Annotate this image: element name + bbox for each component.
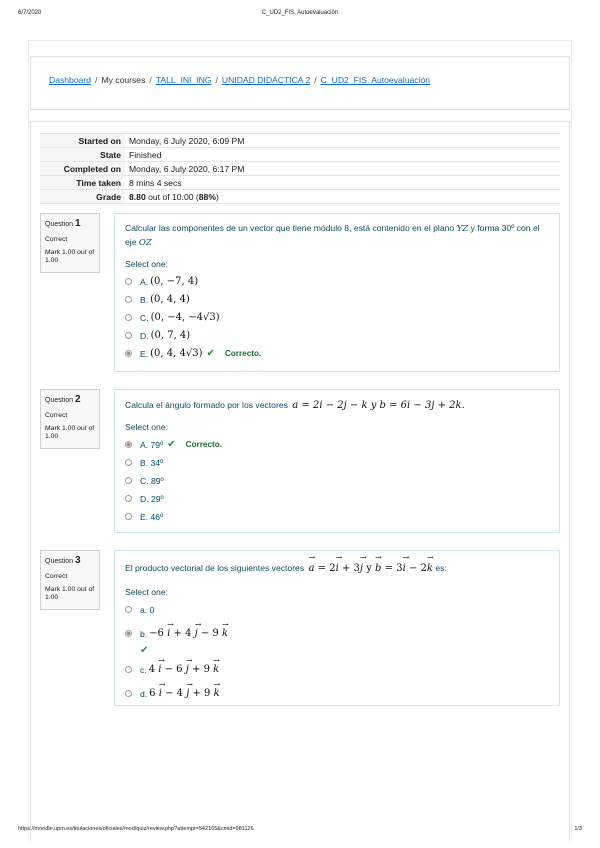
question-number xyxy=(45,555,95,568)
answer-math: 4 i → − 6 j → + 9 k → xyxy=(148,656,220,675)
question-mark: Mark 1.00 out of 1.00 xyxy=(45,585,95,602)
answer-letter: a. xyxy=(140,604,148,615)
question-mark: Mark 1.00 out of 1.00 xyxy=(45,248,95,265)
radio-button-checked[interactable] xyxy=(125,350,132,357)
question-text-part: Calcula el ángulo formado por los vectores xyxy=(125,400,291,410)
answer-math: (0, 7, 4) xyxy=(150,330,191,342)
breadcrumb-dashboard[interactable]: Dashboard xyxy=(49,75,92,85)
summary-value xyxy=(125,190,560,204)
select-one-label: Select one: xyxy=(125,421,168,432)
answer-text: 0 xyxy=(149,604,155,615)
question-number xyxy=(45,218,95,231)
check-icon: ✔ xyxy=(167,439,176,450)
answer-option[interactable] xyxy=(125,472,549,490)
summary-label: Started on xyxy=(40,134,125,148)
answer-option[interactable] xyxy=(125,291,549,309)
answer-option[interactable] xyxy=(125,601,549,619)
summary-row-grade xyxy=(40,190,560,204)
question-content-3 xyxy=(114,550,560,706)
summary-row-completed xyxy=(40,162,560,176)
answer-letter: C. xyxy=(140,475,149,486)
breadcrumb xyxy=(49,75,430,85)
question-text xyxy=(125,398,549,414)
summary-row-state xyxy=(40,148,560,162)
radio-button[interactable] xyxy=(125,314,132,321)
question-text-part: y forma 30º con el eje xyxy=(125,223,540,248)
answer-option[interactable] xyxy=(125,309,549,327)
radio-button[interactable] xyxy=(125,513,132,520)
grade-percent: 88% xyxy=(198,191,216,202)
summary-value: Monday, 6 July 2020, 6:09 PM xyxy=(125,134,560,148)
question-mark: Mark 1.00 out of 1.00 xyxy=(45,424,95,441)
attempt-summary-table xyxy=(40,133,560,204)
question-math: YZ xyxy=(456,224,469,234)
print-footer xyxy=(18,826,582,836)
question-content-2 xyxy=(114,389,560,533)
radio-button[interactable] xyxy=(125,477,132,484)
answer-letter: A. xyxy=(140,276,149,287)
radio-button[interactable] xyxy=(125,690,132,697)
answer-feedback-row xyxy=(125,645,549,657)
question-info-3 xyxy=(40,550,100,610)
question-number xyxy=(45,394,95,407)
question-state: Correct xyxy=(45,411,68,419)
summary-label: Grade xyxy=(40,190,125,204)
answer-letter: b. xyxy=(140,628,148,639)
answer-text: 46º xyxy=(150,511,164,522)
check-icon: ✔ xyxy=(140,644,149,656)
answer-text: 29º xyxy=(150,493,164,504)
question-prefix: Question xyxy=(45,397,74,404)
answer-math: −6 i → + 4 j → − 9 k → xyxy=(149,620,229,639)
breadcrumb-my-courses: My courses xyxy=(101,75,146,85)
answer-letter: c. xyxy=(140,664,147,675)
summary-label: Time taken xyxy=(40,176,125,190)
answer-list xyxy=(125,436,549,526)
question-text-part: El producto vectorial de los siguientes vectores xyxy=(125,563,307,573)
answer-letter: E. xyxy=(140,511,149,522)
question-text-part: Calcular las componentes de un vector que tiene módulo 8, está contenido en el plano xyxy=(125,223,457,233)
radio-button[interactable] xyxy=(125,332,132,339)
check-icon: ✔ xyxy=(206,348,215,360)
radio-button[interactable] xyxy=(125,278,132,285)
answer-math: (0, −7, 4) xyxy=(150,276,199,288)
print-header xyxy=(18,10,582,20)
answer-math: (0, −4, −4√3) xyxy=(150,312,220,324)
breadcrumb-separator: / xyxy=(314,75,317,85)
answer-list xyxy=(125,273,549,363)
print-date: 6/7/2020 xyxy=(18,10,42,16)
answer-text: 79º xyxy=(150,439,164,450)
question-text-part: es: xyxy=(432,563,447,573)
print-url: https://moodle.upm.es/titulaciones/oficiales/mod/quiz/review.php?attempt=542165&cmid=981126 xyxy=(18,826,254,832)
question-info-1 xyxy=(40,213,100,273)
vector-a: a → xyxy=(308,553,316,574)
breadcrumb-unit[interactable]: UNIDAD DIDÁCTICA 2 xyxy=(221,75,311,85)
question-info-2 xyxy=(40,389,100,449)
radio-button[interactable] xyxy=(125,606,132,613)
answer-option-selected[interactable] xyxy=(125,620,549,645)
radio-button[interactable] xyxy=(125,459,132,466)
radio-button[interactable] xyxy=(125,296,132,303)
answer-letter: E. xyxy=(140,348,149,359)
grade-out-of: out of 10.00 ( xyxy=(145,191,199,202)
radio-button-checked[interactable] xyxy=(125,441,132,448)
grade-score: 8.80 xyxy=(129,191,146,202)
answer-letter: B. xyxy=(140,294,149,305)
answer-letter: C. xyxy=(140,312,149,323)
answer-option[interactable] xyxy=(125,508,549,526)
grade-close: ) xyxy=(215,191,219,202)
select-one-label: Select one: xyxy=(125,586,168,597)
question-state: Correct xyxy=(45,572,68,580)
answer-text: 89º xyxy=(150,475,164,486)
answer-option-selected[interactable] xyxy=(125,436,549,454)
print-page-number: 1/3 xyxy=(574,826,582,832)
question-prefix: Question xyxy=(45,221,74,228)
question-prefix: Question xyxy=(45,558,74,565)
answer-list xyxy=(125,601,549,705)
answer-feedback: Correcto. xyxy=(224,349,262,359)
answer-option-selected[interactable] xyxy=(125,345,549,363)
breadcrumb-container xyxy=(30,56,570,110)
answer-option[interactable] xyxy=(125,273,549,291)
radio-button[interactable] xyxy=(125,495,132,502)
question-math: OZ xyxy=(138,238,152,249)
answer-text: 34º xyxy=(150,457,164,468)
radio-button-checked[interactable] xyxy=(125,630,132,637)
summary-row-started xyxy=(40,134,560,148)
radio-button[interactable] xyxy=(125,666,132,673)
summary-label: State xyxy=(40,148,125,162)
question-text xyxy=(125,553,549,577)
answer-letter: d. xyxy=(140,688,148,699)
answer-letter: A. xyxy=(140,439,149,450)
breadcrumb-quiz[interactable]: C_UD2_FIS. Autoevaluación xyxy=(320,75,431,85)
answer-option[interactable] xyxy=(125,327,549,345)
print-title: C_UD2_FIS. Autoevaluación xyxy=(261,10,339,16)
answer-math: (0, 4, 4) xyxy=(150,294,190,306)
breadcrumb-separator: / xyxy=(149,75,152,85)
question-num: 2 xyxy=(74,394,81,405)
question-content-1 xyxy=(114,213,560,372)
question-num: 3 xyxy=(74,555,81,566)
question-vectors: a → = 2i → + 3j → y b → = 3i → − 2k → xyxy=(309,563,433,574)
question-text xyxy=(125,222,549,251)
answer-option[interactable] xyxy=(125,680,549,705)
answer-option[interactable] xyxy=(125,656,549,681)
question-num: 1 xyxy=(74,218,81,229)
answer-option[interactable] xyxy=(125,490,549,508)
answer-math: (0, 4, 4√3) xyxy=(150,348,203,360)
answer-letter: D. xyxy=(140,493,149,504)
select-one-label: Select one: xyxy=(125,258,168,269)
question-state: Correct xyxy=(45,235,68,243)
summary-value: Finished xyxy=(125,148,560,162)
breadcrumb-separator: / xyxy=(215,75,218,85)
answer-feedback: Correcto. xyxy=(185,440,223,449)
summary-row-time-taken xyxy=(40,176,560,190)
question-math: a = 2i − 2j − k y b = 6i − 3j + 2k. xyxy=(292,400,465,411)
summary-label: Completed on xyxy=(40,162,125,176)
summary-value: Monday, 6 July 2020, 6:17 PM xyxy=(125,162,560,176)
breadcrumb-course[interactable]: TALL_INI_ING xyxy=(155,75,212,85)
answer-letter: B. xyxy=(140,457,149,468)
answer-option[interactable] xyxy=(125,454,549,472)
answer-letter: D. xyxy=(140,330,149,341)
breadcrumb-separator: / xyxy=(95,75,98,85)
answer-math: 6 i → − 4 j → + 9 k → xyxy=(149,680,221,699)
summary-value: 8 mins 4 secs xyxy=(125,176,560,190)
